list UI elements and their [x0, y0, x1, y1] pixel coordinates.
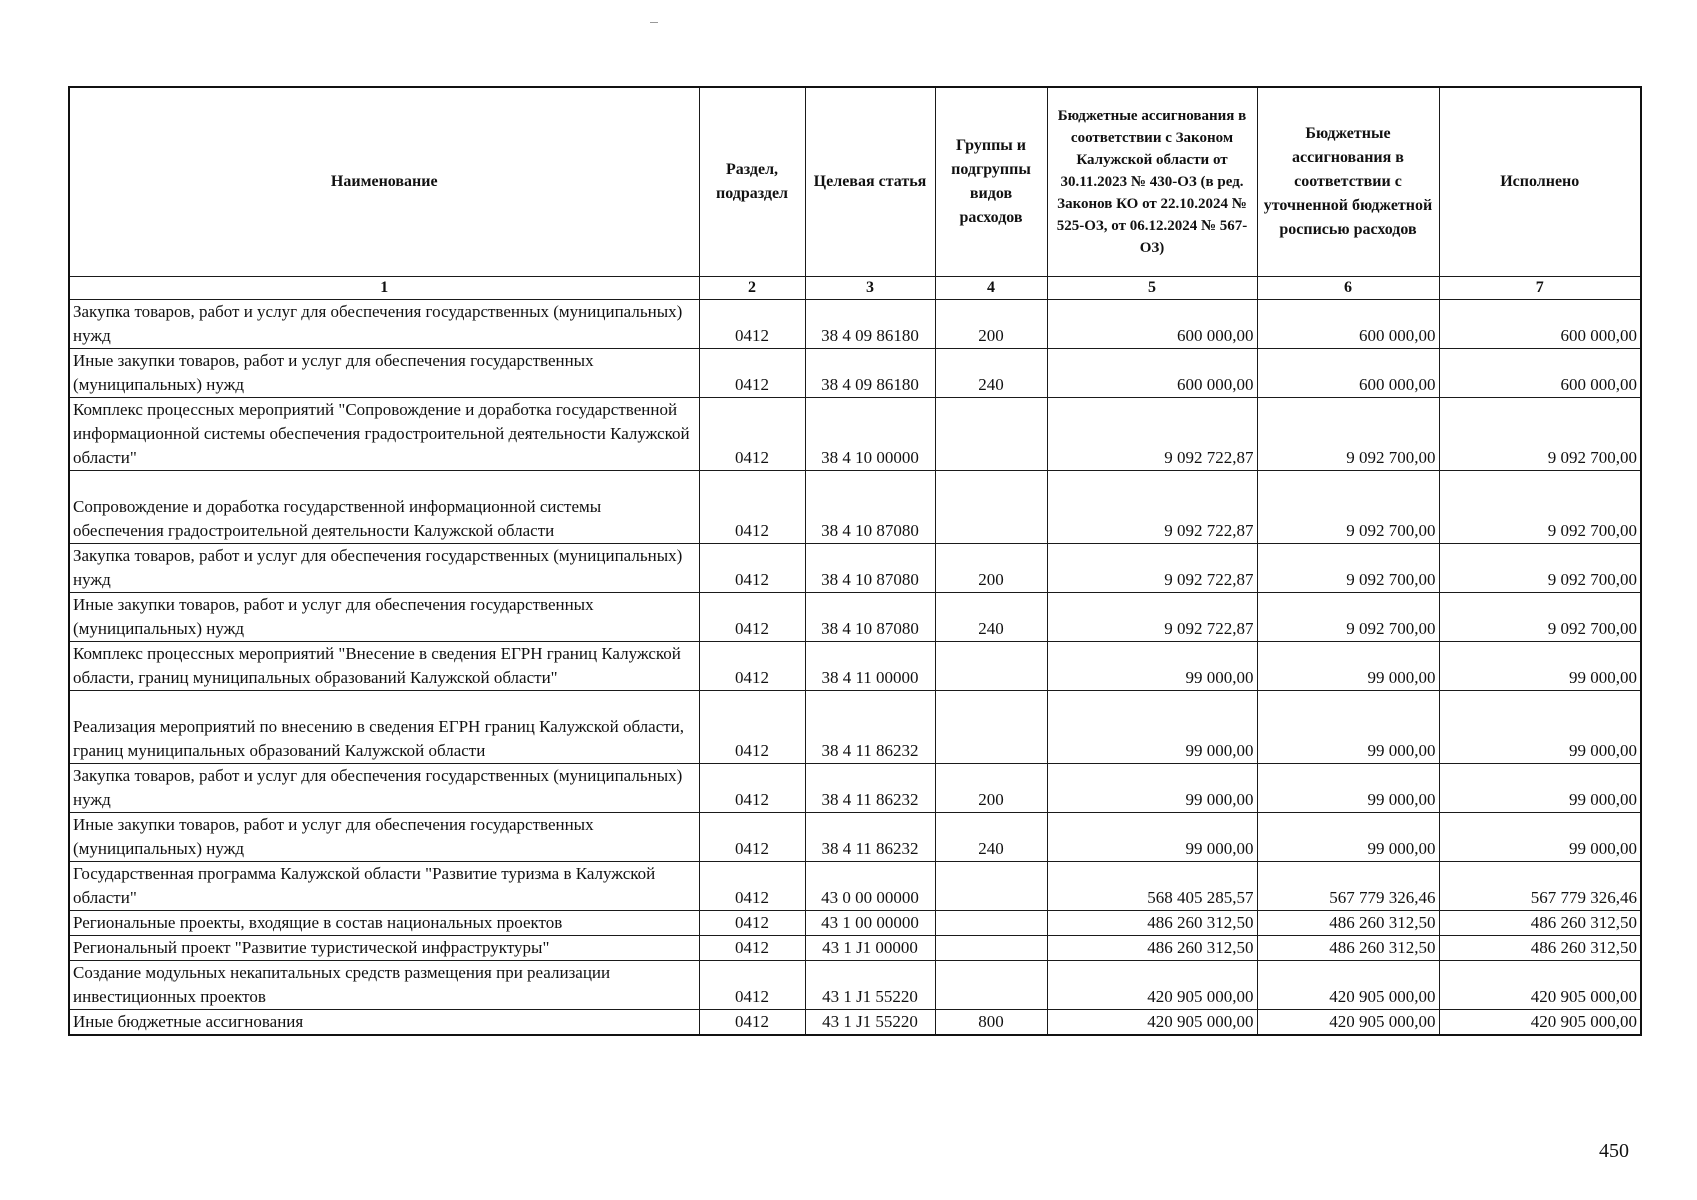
row-executed: 420 905 000,00	[1439, 961, 1641, 1010]
row-executed: 600 000,00	[1439, 349, 1641, 398]
row-name: Создание модульных некапитальных средств размещения при реализации инвестиционных проектов	[69, 961, 699, 1010]
row-executed: 99 000,00	[1439, 813, 1641, 862]
row-name: Реализация мероприятий по внесению в сведения ЕГРН границ Калужской области, границ муниципальных образований Калужской области	[69, 691, 699, 764]
row-name: Закупка товаров, работ и услуг для обеспечения государственных (муниципальных) нужд	[69, 764, 699, 813]
header-budget-law: Бюджетные ассигнования в соответствии с Законом Калужской области от 30.11.2023 № 430-ОЗ (в ред. Законов КО от 22.10.2024 № 525-ОЗ, от 06.12.2024 № 567-ОЗ)	[1047, 87, 1257, 277]
row-article: 38 4 11 86232	[805, 813, 935, 862]
row-section: 0412	[699, 813, 805, 862]
row-executed: 420 905 000,00	[1439, 1010, 1641, 1036]
row-executed: 486 260 312,50	[1439, 936, 1641, 961]
col-number: 6	[1257, 277, 1439, 300]
row-executed: 9 092 700,00	[1439, 398, 1641, 471]
table-row	[69, 471, 1641, 544]
row-budget-law: 99 000,00	[1047, 691, 1257, 764]
row-group	[935, 936, 1047, 961]
row-executed: 486 260 312,50	[1439, 911, 1641, 936]
row-group: 240	[935, 593, 1047, 642]
column-number-row	[69, 277, 1641, 300]
row-budget-law: 99 000,00	[1047, 813, 1257, 862]
header-group: Группы и подгруппы видов расходов	[935, 87, 1047, 277]
budget-table	[68, 86, 1642, 1036]
row-name: Государственная программа Калужской области "Развитие туризма в Калужской области"	[69, 862, 699, 911]
row-section: 0412	[699, 936, 805, 961]
header-executed: Исполнено	[1439, 87, 1641, 277]
row-article: 38 4 10 87080	[805, 544, 935, 593]
row-article: 43 1 J1 00000	[805, 936, 935, 961]
row-budget-plan: 99 000,00	[1257, 813, 1439, 862]
col-number: 3	[805, 277, 935, 300]
row-executed: 99 000,00	[1439, 764, 1641, 813]
header-budget-plan: Бюджетные ассигнования в соответствии с уточненной бюджетной росписью расходов	[1257, 87, 1439, 277]
row-article: 38 4 10 00000	[805, 398, 935, 471]
row-section: 0412	[699, 642, 805, 691]
col-number: 5	[1047, 277, 1257, 300]
row-group	[935, 691, 1047, 764]
row-budget-law: 420 905 000,00	[1047, 961, 1257, 1010]
table-row	[69, 764, 1641, 813]
table-row	[69, 813, 1641, 862]
header-name: Наименование	[69, 87, 699, 277]
row-name: Иные закупки товаров, работ и услуг для обеспечения государственных (муниципальных) нужд	[69, 349, 699, 398]
row-article: 43 1 00 00000	[805, 911, 935, 936]
col-number: 2	[699, 277, 805, 300]
row-budget-plan: 9 092 700,00	[1257, 544, 1439, 593]
row-executed: 600 000,00	[1439, 300, 1641, 349]
table-row	[69, 300, 1641, 349]
table-header	[69, 87, 1641, 300]
row-name: Региональный проект "Развитие туристической инфраструктуры"	[69, 936, 699, 961]
header-article: Целевая статья	[805, 87, 935, 277]
row-executed: 567 779 326,46	[1439, 862, 1641, 911]
row-article: 43 1 J1 55220	[805, 961, 935, 1010]
row-group: 200	[935, 544, 1047, 593]
table-row	[69, 642, 1641, 691]
row-budget-plan: 600 000,00	[1257, 300, 1439, 349]
row-budget-law: 9 092 722,87	[1047, 398, 1257, 471]
row-budget-plan: 9 092 700,00	[1257, 593, 1439, 642]
row-executed: 9 092 700,00	[1439, 471, 1641, 544]
row-group	[935, 862, 1047, 911]
row-group: 240	[935, 349, 1047, 398]
row-article: 38 4 11 86232	[805, 764, 935, 813]
row-name: Комплекс процессных мероприятий "Внесение в сведения ЕГРН границ Калужской области, границ муниципальных образований Калужской области"	[69, 642, 699, 691]
row-name: Закупка товаров, работ и услуг для обеспечения государственных (муниципальных) нужд	[69, 300, 699, 349]
table-row	[69, 961, 1641, 1010]
row-budget-law: 486 260 312,50	[1047, 936, 1257, 961]
row-article: 38 4 10 87080	[805, 593, 935, 642]
row-name: Иные закупки товаров, работ и услуг для обеспечения государственных (муниципальных) нужд	[69, 813, 699, 862]
row-section: 0412	[699, 544, 805, 593]
col-number: 1	[69, 277, 699, 300]
row-section: 0412	[699, 471, 805, 544]
row-group	[935, 961, 1047, 1010]
row-name: Иные закупки товаров, работ и услуг для обеспечения государственных (муниципальных) нужд	[69, 593, 699, 642]
row-name: Комплекс процессных мероприятий "Сопровождение и доработка государственной информационной системы обеспечения градостроительной деятельности Калужской области"	[69, 398, 699, 471]
row-budget-plan: 486 260 312,50	[1257, 936, 1439, 961]
row-section: 0412	[699, 961, 805, 1010]
row-section: 0412	[699, 398, 805, 471]
row-section: 0412	[699, 862, 805, 911]
row-budget-law: 486 260 312,50	[1047, 911, 1257, 936]
row-budget-law: 420 905 000,00	[1047, 1010, 1257, 1036]
row-executed: 9 092 700,00	[1439, 544, 1641, 593]
row-budget-law: 600 000,00	[1047, 349, 1257, 398]
row-group	[935, 471, 1047, 544]
row-name: Региональные проекты, входящие в состав национальных проектов	[69, 911, 699, 936]
row-section: 0412	[699, 911, 805, 936]
table-row	[69, 544, 1641, 593]
row-budget-law: 600 000,00	[1047, 300, 1257, 349]
header-section: Раздел, подраздел	[699, 87, 805, 277]
row-group: 200	[935, 764, 1047, 813]
row-group: 240	[935, 813, 1047, 862]
table-row	[69, 862, 1641, 911]
row-budget-plan: 99 000,00	[1257, 764, 1439, 813]
row-budget-law: 9 092 722,87	[1047, 544, 1257, 593]
row-budget-plan: 9 092 700,00	[1257, 471, 1439, 544]
row-section: 0412	[699, 349, 805, 398]
row-budget-plan: 99 000,00	[1257, 642, 1439, 691]
row-budget-plan: 420 905 000,00	[1257, 961, 1439, 1010]
row-group	[935, 642, 1047, 691]
row-name: Сопровождение и доработка государственной информационной системы обеспечения градостроительной деятельности Калужской области	[69, 471, 699, 544]
row-budget-plan: 486 260 312,50	[1257, 911, 1439, 936]
row-section: 0412	[699, 593, 805, 642]
scan-mark	[650, 22, 658, 23]
table-row	[69, 593, 1641, 642]
row-group	[935, 911, 1047, 936]
table-row	[69, 911, 1641, 936]
row-section: 0412	[699, 1010, 805, 1036]
table-row	[69, 398, 1641, 471]
row-budget-plan: 567 779 326,46	[1257, 862, 1439, 911]
row-article: 38 4 11 86232	[805, 691, 935, 764]
row-budget-plan: 99 000,00	[1257, 691, 1439, 764]
row-budget-law: 568 405 285,57	[1047, 862, 1257, 911]
row-article: 43 0 00 00000	[805, 862, 935, 911]
row-group	[935, 398, 1047, 471]
row-budget-plan: 9 092 700,00	[1257, 398, 1439, 471]
header-row	[69, 87, 1641, 277]
table-row	[69, 349, 1641, 398]
table-row	[69, 691, 1641, 764]
row-budget-law: 9 092 722,87	[1047, 471, 1257, 544]
row-group: 800	[935, 1010, 1047, 1036]
row-budget-law: 99 000,00	[1047, 642, 1257, 691]
row-article: 38 4 10 87080	[805, 471, 935, 544]
row-budget-plan: 420 905 000,00	[1257, 1010, 1439, 1036]
row-budget-law: 99 000,00	[1047, 764, 1257, 813]
col-number: 7	[1439, 277, 1641, 300]
page-number: 450	[1599, 1140, 1629, 1162]
row-article: 38 4 09 86180	[805, 300, 935, 349]
row-budget-law: 9 092 722,87	[1047, 593, 1257, 642]
row-section: 0412	[699, 300, 805, 349]
row-article: 38 4 11 00000	[805, 642, 935, 691]
row-article: 38 4 09 86180	[805, 349, 935, 398]
col-number: 4	[935, 277, 1047, 300]
row-section: 0412	[699, 691, 805, 764]
row-executed: 99 000,00	[1439, 691, 1641, 764]
row-executed: 99 000,00	[1439, 642, 1641, 691]
row-executed: 9 092 700,00	[1439, 593, 1641, 642]
table-row	[69, 936, 1641, 961]
row-name: Закупка товаров, работ и услуг для обеспечения государственных (муниципальных) нужд	[69, 544, 699, 593]
row-budget-plan: 600 000,00	[1257, 349, 1439, 398]
row-article: 43 1 J1 55220	[805, 1010, 935, 1036]
table-body	[69, 300, 1641, 1036]
table-row	[69, 1010, 1641, 1036]
row-name: Иные бюджетные ассигнования	[69, 1010, 699, 1036]
row-group: 200	[935, 300, 1047, 349]
row-section: 0412	[699, 764, 805, 813]
